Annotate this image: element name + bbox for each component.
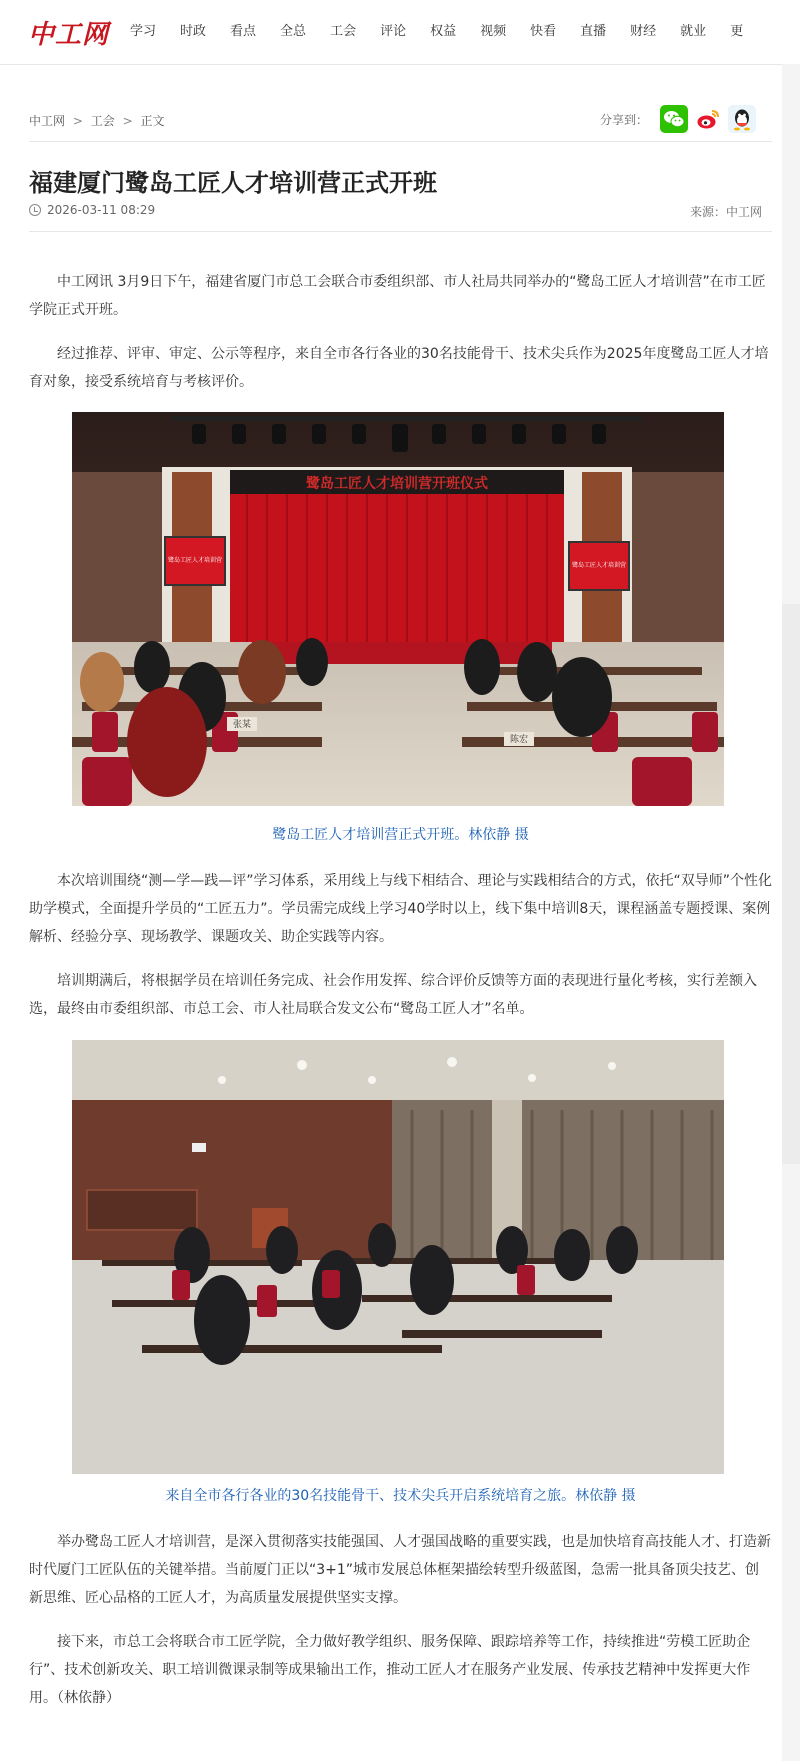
nav-item[interactable]: 视频 xyxy=(480,24,507,39)
nav-menu xyxy=(130,0,767,64)
publish-datetime: 2026-03-11 08:29 xyxy=(47,203,156,217)
wechat-icon[interactable] xyxy=(660,105,688,133)
weibo-icon[interactable] xyxy=(694,105,722,133)
photo-caption: 鹭岛工匠人才培训营正式开班。林依静 摄 xyxy=(272,827,529,843)
article-paragraph: 举办鹭岛工匠人才培训营，是深入贯彻落实技能强国、人才强国战略的重要实践，也是加快培育高技能人才、打造新时代厦门工匠队伍的关键举措。当前厦门正以“3+1”城市发展总体框架描绘转型升级蓝图，急需一批具备顶尖技艺、创新思维、匠心品格的工匠人才，为高质量发展提供坚实支撑。 xyxy=(29,1534,771,1606)
divider xyxy=(29,141,772,142)
article-photo-opening-ceremony xyxy=(72,412,724,806)
article-paragraph: 经过推荐、评审、审定、公示等程序，来自全市各行各业的30名技能骨干、技术尖兵作为2025年度鹭岛工匠人才培育对象，接受系统培育与考核评价。 xyxy=(29,346,769,390)
divider xyxy=(29,231,772,232)
nav-item[interactable]: 全总 xyxy=(280,24,307,39)
nav-item[interactable]: 就业 xyxy=(680,24,707,39)
breadcrumb-separator: > xyxy=(72,114,83,128)
article-paragraph: 培训期满后，将根据学员在培训任务完成、社会作用发挥、综合评价反馈等方面的表现进行量化考核，实行差额入选，最终由市委组织部、市总工会、市人社局联合发文公布“鹭岛工匠人才”名单。 xyxy=(29,973,757,1017)
nav-item[interactable]: 时政 xyxy=(180,24,207,39)
qq-icon[interactable] xyxy=(728,105,756,133)
breadcrumb-home-link[interactable]: 中工网 xyxy=(29,114,66,128)
nav-item[interactable]: 财经 xyxy=(630,24,657,39)
name-card: 张某 xyxy=(232,720,252,730)
nav-item[interactable]: 评论 xyxy=(380,24,407,39)
article-paragraph: 本次培训围绕“测—学—践—评”学习体系，采用线上与线下相结合、理论与实践相结合的方式，依托“双导师”个性化助学模式，全面提升学员的“工匠五力”。学员需完成线上学习40学时以上，线下集中培训8天，课程涵盖专题授课、案例解析、经验分享、现场教学、课题攻关、助企实践等内容。 xyxy=(29,873,773,945)
breadcrumb-separator: > xyxy=(122,114,133,128)
article-source: 来源：中工网 xyxy=(690,205,763,219)
site-logo[interactable]: 中工网 xyxy=(28,20,110,50)
breadcrumb-section-link[interactable]: 工会 xyxy=(90,114,115,128)
nav-item[interactable]: 看点 xyxy=(230,24,257,39)
nav-item[interactable]: 学习 xyxy=(130,24,157,39)
share-label: 分享到： xyxy=(600,112,649,127)
article-paragraph: 接下来，市总工会将联合市工匠学院，全力做好教学组织、服务保障、跟踪培养等工作，持续推进“劳模工匠助企行”、技术创新攻关、职工培训微课录制等成果输出工作，推动工匠人才在服务产业发展、传承技艺精神中发挥更大作用。（林依静） xyxy=(29,1634,751,1706)
article-title: 福建厦门鹭岛工匠人才培训营正式开班 xyxy=(29,169,437,197)
screen-text-left: 鹭岛工匠人才培训营 xyxy=(167,557,223,564)
breadcrumb-current: 正文 xyxy=(140,114,165,128)
side-scroll-strip xyxy=(782,64,800,1761)
photo-caption: 来自全市各行各业的30名技能骨干、技术尖兵开启系统培育之旅。林依静 摄 xyxy=(165,1488,636,1504)
article-paragraph: 中工网讯 3月9日下午，福建省厦门市总工会联合市委组织部、市人社局共同举办的“鹭岛工匠人才培训营”在市工匠学院正式开班。 xyxy=(29,274,766,318)
publish-time xyxy=(29,203,155,217)
breadcrumb xyxy=(29,112,164,129)
nav-item[interactable]: 快看 xyxy=(530,24,557,39)
nav-item[interactable]: 直播 xyxy=(580,24,607,39)
nav-item[interactable]: 更 xyxy=(730,24,744,39)
top-navigation xyxy=(0,0,800,65)
banner-text: 鹭岛工匠人才培训营开班仪式 xyxy=(306,476,488,492)
nav-item[interactable]: 工会 xyxy=(330,24,357,39)
screen-text-right: 鹭岛工匠人才培训营 xyxy=(571,562,627,569)
article-photo-trainees xyxy=(72,1040,724,1474)
share-bar xyxy=(600,104,756,134)
name-card: 陈宏 xyxy=(509,735,529,745)
clock-icon xyxy=(29,204,41,216)
nav-item[interactable]: 权益 xyxy=(430,24,457,39)
